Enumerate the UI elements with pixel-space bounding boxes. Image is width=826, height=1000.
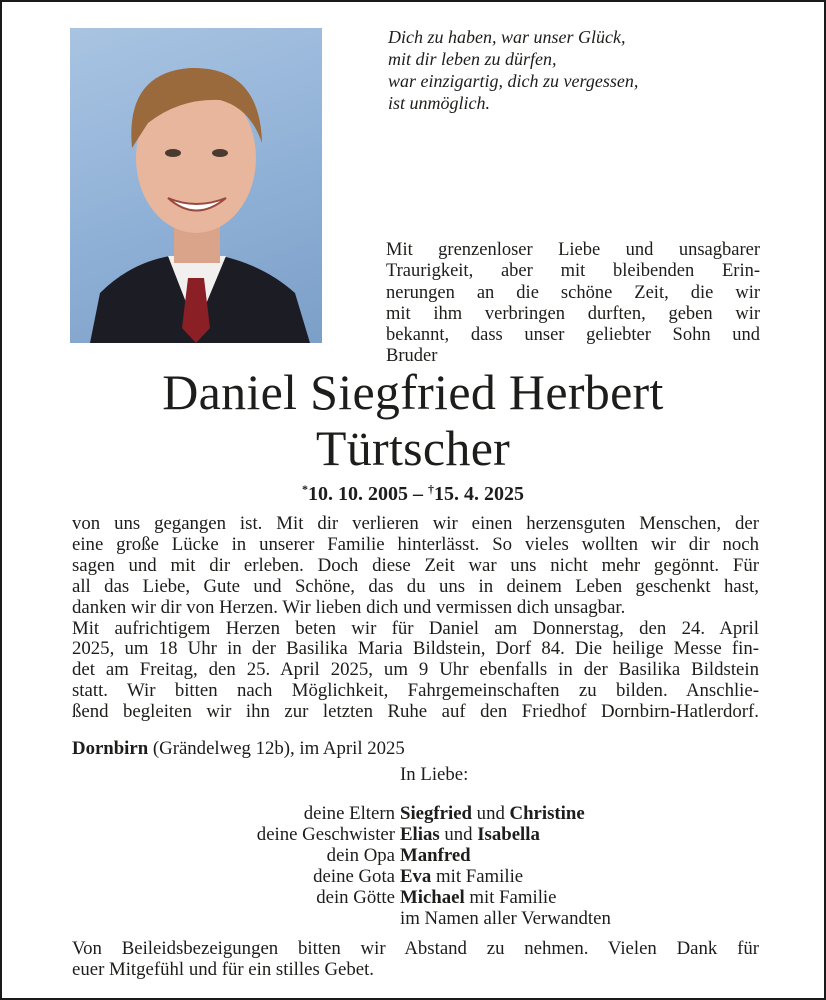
- name-line-1: Daniel Siegfried Herbert: [162, 364, 664, 420]
- intro-line: mit ihm verbringen durften, geben wir: [386, 303, 760, 324]
- place-date: [72, 738, 405, 760]
- death-symbol: †: [428, 482, 434, 496]
- body-line: von uns gegangen ist. Mit dir verlieren wir einen herzensguten Menschen, der: [72, 513, 759, 534]
- life-dates: [2, 482, 824, 506]
- poem: [388, 26, 638, 114]
- birth-symbol: *: [302, 482, 308, 496]
- death-date: 15. 4. 2025: [434, 483, 524, 505]
- place-rest: (Grändelweg 12b), im April 2025: [148, 738, 405, 759]
- relative-name: Manfred: [400, 845, 471, 866]
- closing-line: Von Beileidsbezeigungen bitten wir Abstand zu nehmen. Vielen Dank für: [72, 938, 759, 959]
- relative-name: Isabella: [477, 824, 540, 845]
- body-line: danken wir dir von Herzen. Wir lieben dich und vermissen dich unsagbar.: [72, 596, 626, 618]
- body-line: 2025, um 18 Uhr in der Basilika Maria Bildstein, Dorf 84. Die heilige Messe fin-: [72, 638, 759, 660]
- body-line: sagen und mit dir erleben. Doch diese Zeit war uns nicht mehr gegönnt. Für: [72, 554, 759, 576]
- poem-line: mit dir leben zu dürfen,: [388, 49, 557, 69]
- portrait-photo: [70, 28, 322, 343]
- signature-heading: In Liebe:: [400, 764, 469, 785]
- connector: und: [439, 824, 478, 845]
- poem-line: war einzigartig, dich zu vergessen,: [388, 71, 639, 91]
- body-line: det am Freitag, den 25. April 2025, um 9 Uhr ebenfalls in der Basilika Bildstein: [72, 659, 759, 681]
- intro-line: Traurigkeit, aber mit bleibenden Erin-: [386, 261, 760, 282]
- relative-name: Siegfried: [400, 803, 472, 824]
- relation-label: deine Eltern: [303, 803, 395, 824]
- relation-label: dein Götte: [316, 887, 395, 908]
- body-text: [72, 514, 759, 723]
- relation-label: deine Gota: [313, 866, 395, 887]
- intro-line: bekannt, dass unser geliebter Sohn und: [386, 325, 760, 346]
- intro-line: Bruder: [386, 346, 438, 367]
- date-separator: –: [408, 483, 428, 505]
- relation-label: deine Geschwister: [256, 824, 395, 845]
- portrait-illustration: [70, 28, 322, 343]
- body-line: all das Liebe, Gute und Schöne, das du uns in deinem Leben geschenkt hast,: [72, 575, 759, 597]
- deceased-name: [2, 364, 824, 476]
- closing-text: [72, 938, 759, 980]
- intro-line: Mit grenzenloser Liebe und unsagbarer: [386, 240, 760, 260]
- name-line-2: Türtscher: [315, 420, 511, 476]
- poem-line: Dich zu haben, war unser Glück,: [388, 27, 626, 47]
- relatives-note: im Namen aller Verwandten: [400, 908, 611, 929]
- suffix: mit Familie: [464, 887, 557, 908]
- relative-name: Christine: [509, 803, 585, 824]
- relative-name: Michael: [400, 887, 465, 908]
- body-line: statt. Wir bitten nach Möglichkeit, Fahrgemeinschaften zu bilden. Anschlie-: [72, 680, 759, 702]
- relative-name: Elias: [400, 824, 440, 845]
- poem-line: ist unmöglich.: [388, 93, 490, 113]
- body-line: eine große Lücke in unserer Familie hinterlässt. So vieles wollten wir dir noch: [72, 533, 759, 555]
- connector: und: [471, 803, 510, 824]
- birth-date: 10. 10. 2005: [308, 483, 408, 505]
- intro-line: nerungen an die schöne Zeit, die wir: [386, 282, 760, 303]
- intro-paragraph: [386, 240, 760, 368]
- suffix: mit Familie: [431, 866, 524, 887]
- closing-line: euer Mitgefühl und für ein stilles Gebet.: [72, 959, 374, 980]
- relative-name: Eva: [400, 866, 432, 887]
- body-line: ßend begleiten wir ihn zur letzten Ruhe auf den Friedhof Dornbirn-Hatlerdorf.: [72, 701, 759, 723]
- body-line: Mit aufrichtigem Herzen beten wir für Daniel am Donnerstag, den 24. April: [72, 617, 759, 639]
- place-city: Dornbirn: [72, 738, 149, 759]
- relation-label: dein Opa: [326, 845, 395, 866]
